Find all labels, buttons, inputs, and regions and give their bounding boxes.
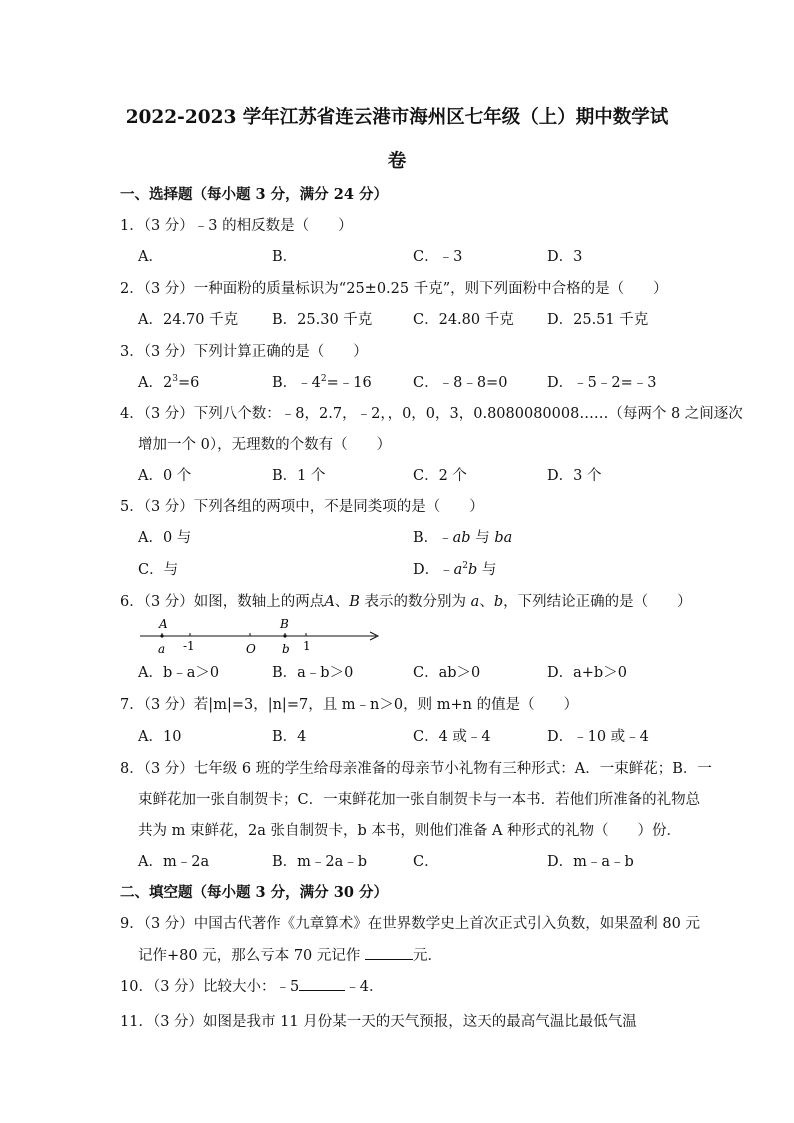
point-b-dot — [283, 634, 286, 637]
q5-d-exp: 2 — [462, 561, 469, 572]
q2-option-b: B．25.30 千克 — [272, 312, 373, 328]
q4-option-b: B．1 个 — [272, 468, 326, 484]
q1-option-d: D．3 — [547, 249, 583, 265]
q5-option-b — [413, 528, 512, 548]
q9-answer-blank[interactable] — [365, 945, 413, 960]
q1-option-b: B． — [272, 249, 298, 265]
q5-d-var-a: a — [453, 562, 463, 578]
q3-option-c: C．﹣8﹣8=0 — [413, 375, 508, 391]
question-4-line-2: 增加一个 0），无理数的个数有（ ） — [138, 437, 392, 453]
axis-label-one: 1 — [303, 639, 311, 653]
q6-var-a: a — [470, 594, 480, 610]
q5-b-prefix: B．﹣ — [413, 530, 453, 546]
exam-title — [100, 96, 694, 184]
q8-option-a: A．m﹣2a — [138, 854, 210, 870]
q1-option-a: A． — [138, 249, 163, 265]
point-a-dot — [160, 634, 163, 637]
q4-option-c: C．2 个 — [413, 468, 467, 484]
question-3: 3．（3 分）下列计算正确的是（ ） — [120, 344, 368, 360]
q8-option-c: C． — [413, 854, 439, 870]
q7-option-c: C．4 或﹣4 — [413, 729, 491, 745]
q6-option-b: B．a﹣b＞0 — [272, 665, 354, 681]
question-7: 7．（3 分）若|m|=3，|n|=7，且 m﹣n＞0，则 m+n 的值是（ ） — [120, 697, 579, 713]
q3-option-d: D．﹣5﹣2=﹣3 — [547, 375, 657, 391]
q3-b-exp: 2 — [320, 374, 327, 385]
question-2: 2．（3 分）一种面粉的质量标识为“25±0.25 千克”，则下列面粉中合格的是（ ） — [120, 281, 668, 297]
q5-option-c: C．与 — [138, 562, 179, 578]
q6-option-d: D．a+b＞0 — [547, 665, 627, 681]
q6-comma: 、 — [479, 594, 494, 610]
q10-text-pre: 10．（3 分）比较大小：﹣5 — [120, 979, 300, 995]
number-line-figure — [138, 616, 388, 660]
q6-point-b: B — [349, 594, 360, 610]
q6-option-a: A．b﹣a＞0 — [138, 665, 220, 681]
q3-option-b — [272, 373, 372, 393]
q8-option-b: B．m﹣2a﹣b — [272, 854, 368, 870]
q2-option-a: A．24.70 千克 — [138, 312, 239, 328]
q3-option-a — [138, 373, 199, 393]
q6-text-mid: 表示的数分别为 — [359, 594, 471, 610]
axis-label-b: b — [282, 642, 290, 656]
axis-label-A: A — [159, 617, 168, 631]
q5-b-and: 与 — [470, 530, 495, 546]
axis-label-B: B — [280, 617, 289, 631]
q5-d-and: 与 — [477, 562, 497, 578]
q10-text-post: ﹣4． — [345, 979, 384, 995]
question-5: 5．（3 分）下列各组的两项中，不是同类项的是（ ） — [120, 499, 484, 515]
q3-a-base: A．2 — [138, 375, 173, 391]
q6-var-b: b — [493, 594, 504, 610]
q7-option-d: D．﹣10 或﹣4 — [547, 729, 649, 745]
q2-option-d: D．25.51 千克 — [547, 312, 649, 328]
section-heading-fill: 二、填空题（每小题 3 分，满分 30 分） — [120, 884, 388, 901]
q6-text-post: ，下列结论正确的是（ ） — [503, 594, 692, 610]
q5-option-d — [413, 560, 496, 580]
question-4-line-1: 4．（3 分）下列八个数：﹣8，2.7，﹣2，，0，0，3，0.8080080008……（每两个 8 之间逐次 — [120, 406, 743, 422]
q9-text-pre: 记作+80 元，那么亏本 70 元记作 — [138, 948, 361, 964]
q3-a-exp: 3 — [172, 374, 178, 385]
q10-answer-blank[interactable] — [299, 976, 345, 991]
question-10 — [120, 976, 384, 997]
q4-option-a: A．0 个 — [138, 468, 192, 484]
question-1: 1．（3 分）﹣3 的相反数是（ ） — [120, 218, 353, 234]
axis-label-origin: O — [246, 642, 256, 656]
question-6 — [120, 592, 692, 612]
q7-option-b: B．4 — [272, 729, 307, 745]
question-11: 11．（3 分）如图是我市 11 月份某一天的天气预报，这天的最高气温比最低气温 — [120, 1014, 637, 1030]
title-line-2: 卷 — [387, 151, 407, 172]
axis-label-a: a — [158, 642, 166, 656]
title-line-1: 2022-2023 学年江苏省连云港市海州区七年级（上）期中数学试 — [125, 107, 669, 128]
q5-b-term2: ba — [494, 530, 513, 546]
q9-text-post: 元． — [413, 948, 442, 964]
question-8-line-3: 共为 m 束鲜花，2a 张自制贺卡，b 本书，则他们准备 A 种形式的礼物（ ）份． — [138, 823, 682, 839]
q5-option-a: A．0 与 — [138, 530, 192, 546]
q6-sep: 、 — [334, 594, 350, 610]
q6-point-a: A — [324, 594, 335, 610]
q2-option-c: C．24.80 千克 — [413, 312, 514, 328]
q6-option-c: C．ab＞0 — [413, 665, 481, 681]
q8-option-d: D．m﹣a﹣b — [547, 854, 634, 870]
q7-option-a: A．10 — [138, 729, 182, 745]
question-8-line-2: 束鲜花加一张自制贺卡；C．一束鲜花加一张自制贺卡与一本书．若他们所准备的礼物总 — [138, 792, 701, 808]
q3-a-rest: =6 — [177, 375, 200, 391]
q3-b-rest: =﹣16 — [326, 375, 372, 391]
axis-label-neg1: -1 — [183, 639, 195, 653]
q3-b-base: B．﹣4 — [272, 375, 321, 391]
q1-option-c: C．﹣3 — [413, 249, 463, 265]
section-heading-choice: 一、选择题（每小题 3 分，满分 24 分） — [120, 186, 388, 203]
q6-text-pre: 6．（3 分）如图，数轴上的两点 — [120, 594, 325, 610]
question-8-line-1: 8．（3 分）七年级 6 班的学生给母亲准备的母亲节小礼物有三种形式：A．一束鲜花；B．一 — [120, 761, 712, 777]
q5-d-var-b: b — [468, 562, 478, 578]
q5-b-term1: ab — [452, 530, 471, 546]
q4-option-d: D．3 个 — [547, 468, 602, 484]
question-9-line-1: 9．（3 分）中国古代著作《九章算术》在世界数学史上首次正式引入负数，如果盈利 80 元 — [120, 916, 700, 932]
question-9-line-2 — [138, 945, 442, 966]
q5-d-prefix: D．﹣ — [413, 562, 454, 578]
